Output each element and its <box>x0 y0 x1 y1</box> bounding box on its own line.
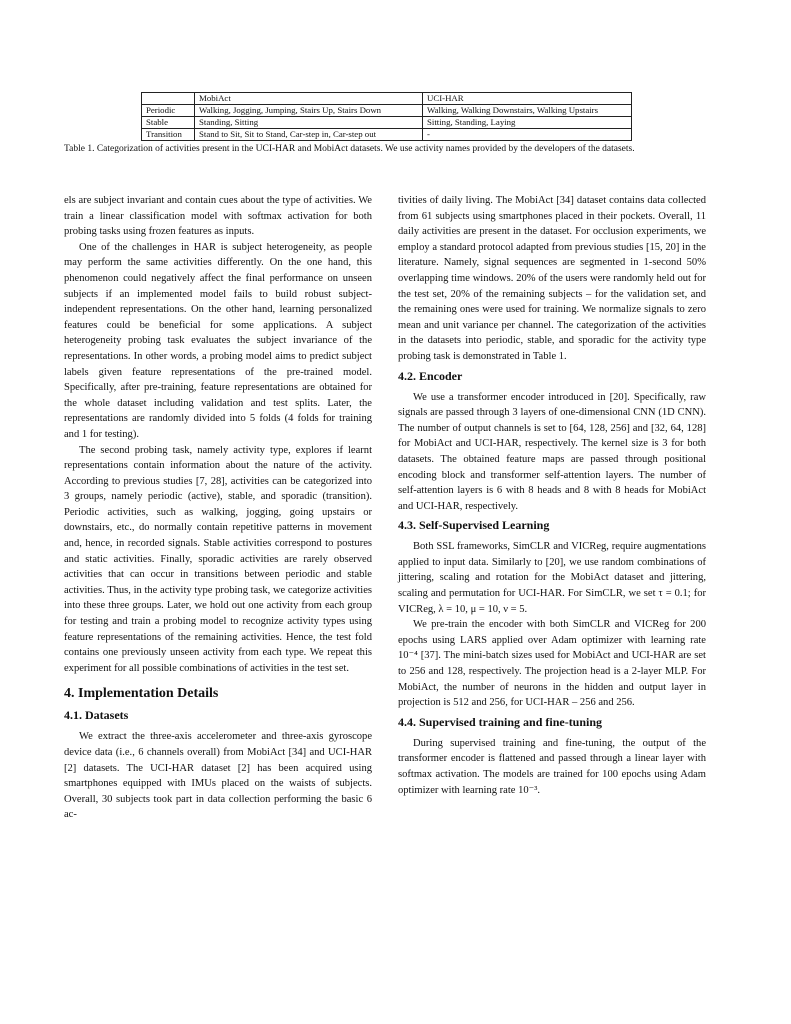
right-column <box>398 193 706 798</box>
left-column <box>64 193 372 823</box>
cell-mobiact-stable: Standing, Sitting <box>195 117 423 129</box>
paragraph-activity-type: The second probing task, namely activity type, explores if learnt representations contain information about the nature of the activity. According to previous studies [7, 28], activities can be categorized into 3 groups, namely periodic (active), stable, and sporadic (transition). Periodic activities, such as walking, jogging, going upstairs or downstairs, etc., do normally contain repetitive patterns in movement and, hence, in recorded signals. Stable activities correspond to postures and static activities. Finally, sporadic activities are rarely observed activities that can occur in transitions between periodic and stable activities. Thus, in the activity type probing task, we categorize activities into these three groups. Later, we hold out one activity from each group for testing and train a probing model to recognize activity types using feature representations of the remaining activities. Hence, the test fold contains one previously unseen activity from each type. We repeat this experiment for all possible combinations of activities in the test set. <box>64 444 372 674</box>
table-row <box>142 129 632 141</box>
paragraph-mobiact-description: tivities of daily living. The MobiAct [34] dataset contains data collected from 61 subjects using smartphones placed in their pockets. Overall, 11 daily activities are present in the dataset. For occlusion experiments, we employ a standard protocol adapted from previous studies [15, 20] in the literature. Namely, signal sequences are segmented in 1-second 50% overlapping time windows. 20% of the users were randomly held out for the test set, 20% of the remaining subjects – for the validation set, and the remaining ones were used for training. We normalize signals to zero mean and unit variance per channel. The categorization of the activities in the datasets into periodic, stable, and sporadic for the activity type probing task is demonstrated in Table 1. <box>398 195 706 362</box>
subsection-heading-ssl: 4.3. Self-Supervised Learning <box>398 518 550 533</box>
row-label-periodic: Periodic <box>142 105 195 117</box>
table-header-row <box>142 93 632 105</box>
subsection-heading-encoder: 4.2. Encoder <box>398 368 463 383</box>
table-row <box>142 105 632 117</box>
paragraph-subject-heterogeneity: One of the challenges in HAR is subject heterogeneity, as people may perform the same activities differently. On the one hand, this phenomenon could negatively affect the final performance on unseen subjects if an implemented model fails to build robust subject-independent representations. On the other hand, learning personalized features could be beneficial for some applications. A subject heterogeneity probing task evaluates the subject invariance of the representations. In other words, a probing model aims to predict subject labels given feature representations of the pre-trained model. Specifically, after pre-training, feature representations are obtained for the whole dataset including validation and test splits. Later, the representations are randomly divided into 5 folds (4 folds for training and 1 for testing). <box>64 241 372 440</box>
activity-categorization-table <box>141 92 632 141</box>
paragraph-pretraining: We pre-train the encoder with both SimCLR and VICReg for 200 epochs using LARS applied over Adam optimizer with learning rate 10⁻⁴ [37]. The mini-batch sizes used for MobiAct and UCI-HAR are set to 256 and 128, respectively. The projection head is a 2-layer MLP. For MobiAct, the number of neurons in the hidden and output layer in projection is 512 and 256, for UCI-HAR – 256 and 256. <box>398 619 706 709</box>
subsection-heading-datasets: 4.1. Datasets <box>64 708 129 723</box>
cell-mobiact-periodic: Walking, Jogging, Jumping, Stairs Up, Stairs Down <box>195 105 423 117</box>
table-row <box>142 117 632 129</box>
table-caption: Table 1. Categorization of activities present in the UCI-HAR and MobiAct datasets. We use activity names provided by the developers of the datasets. <box>64 144 635 154</box>
section-heading-implementation: 4. Implementation Details <box>64 686 219 702</box>
paragraph-augmentations: Both SSL frameworks, SimCLR and VICReg, require augmentations applied to input data. Similarly to [20], we use random combinations of jittering, scaling and rotation for the MobiAct dataset and jittering, scaling and permutation for UCI-HAR. For SimCLR, we set τ = 0.1; for VICReg, λ = 10, μ = 10, ν = 5. <box>398 541 706 615</box>
cell-ucihar-stable: Sitting, Standing, Laying <box>423 117 632 129</box>
cell-ucihar-periodic: Walking, Walking Downstairs, Walking Upstairs <box>423 105 632 117</box>
table-header-empty <box>142 93 195 105</box>
paragraph-datasets: We extract the three-axis accelerometer and three-axis gyroscope device data (i.e., 6 channels overall) from MobiAct [34] and UCI-HAR [2] datasets. The UCI-HAR dataset [2] has been acquired using smartphones equipped with IMUs placed on the waists of subjects. Overall, 30 subjects took part in data collection performing the basic 6 ac- <box>64 731 372 821</box>
paragraph-encoder: We use a transformer encoder introduced in [20]. Specifically, raw signals are passed through 3 layers of one-dimensional CNN (1D CNN). The number of output channels is set to [64, 128, 256] and [32, 64, 128] for MobiAct and UCI-HAR, respectively. The kernel size is 3 for both datasets. The obtained feature maps are passed through positional encoding block and transformer self-attention layers. The number of self-attention layers is 6 with 8 heads and 8 with 8 heads for MobiAct and UCI-HAR, respectively. <box>398 391 706 512</box>
row-label-stable: Stable <box>142 117 195 129</box>
row-label-transition: Transition <box>142 129 195 141</box>
paragraph-supervised-training: During supervised training and fine-tuning, the output of the transformer encoder is flattened and passed through a linear layer with softmax activation. The models are trained for 100 epochs using Adam optimizer with learning rate 10⁻³. <box>398 737 706 796</box>
table-header-ucihar: UCI-HAR <box>423 93 632 105</box>
table-header-mobiact: MobiAct <box>195 93 423 105</box>
subsection-heading-supervised: 4.4. Supervised training and fine-tuning <box>398 714 603 729</box>
paragraph-probing-features: els are subject invariant and contain cues about the type of activities. We train a linear classification model with softmax activation for both probing tasks using frozen features as inputs. <box>64 195 372 238</box>
cell-ucihar-transition: - <box>423 129 632 141</box>
cell-mobiact-transition: Stand to Sit, Sit to Stand, Car-step in, Car-step out <box>195 129 423 141</box>
